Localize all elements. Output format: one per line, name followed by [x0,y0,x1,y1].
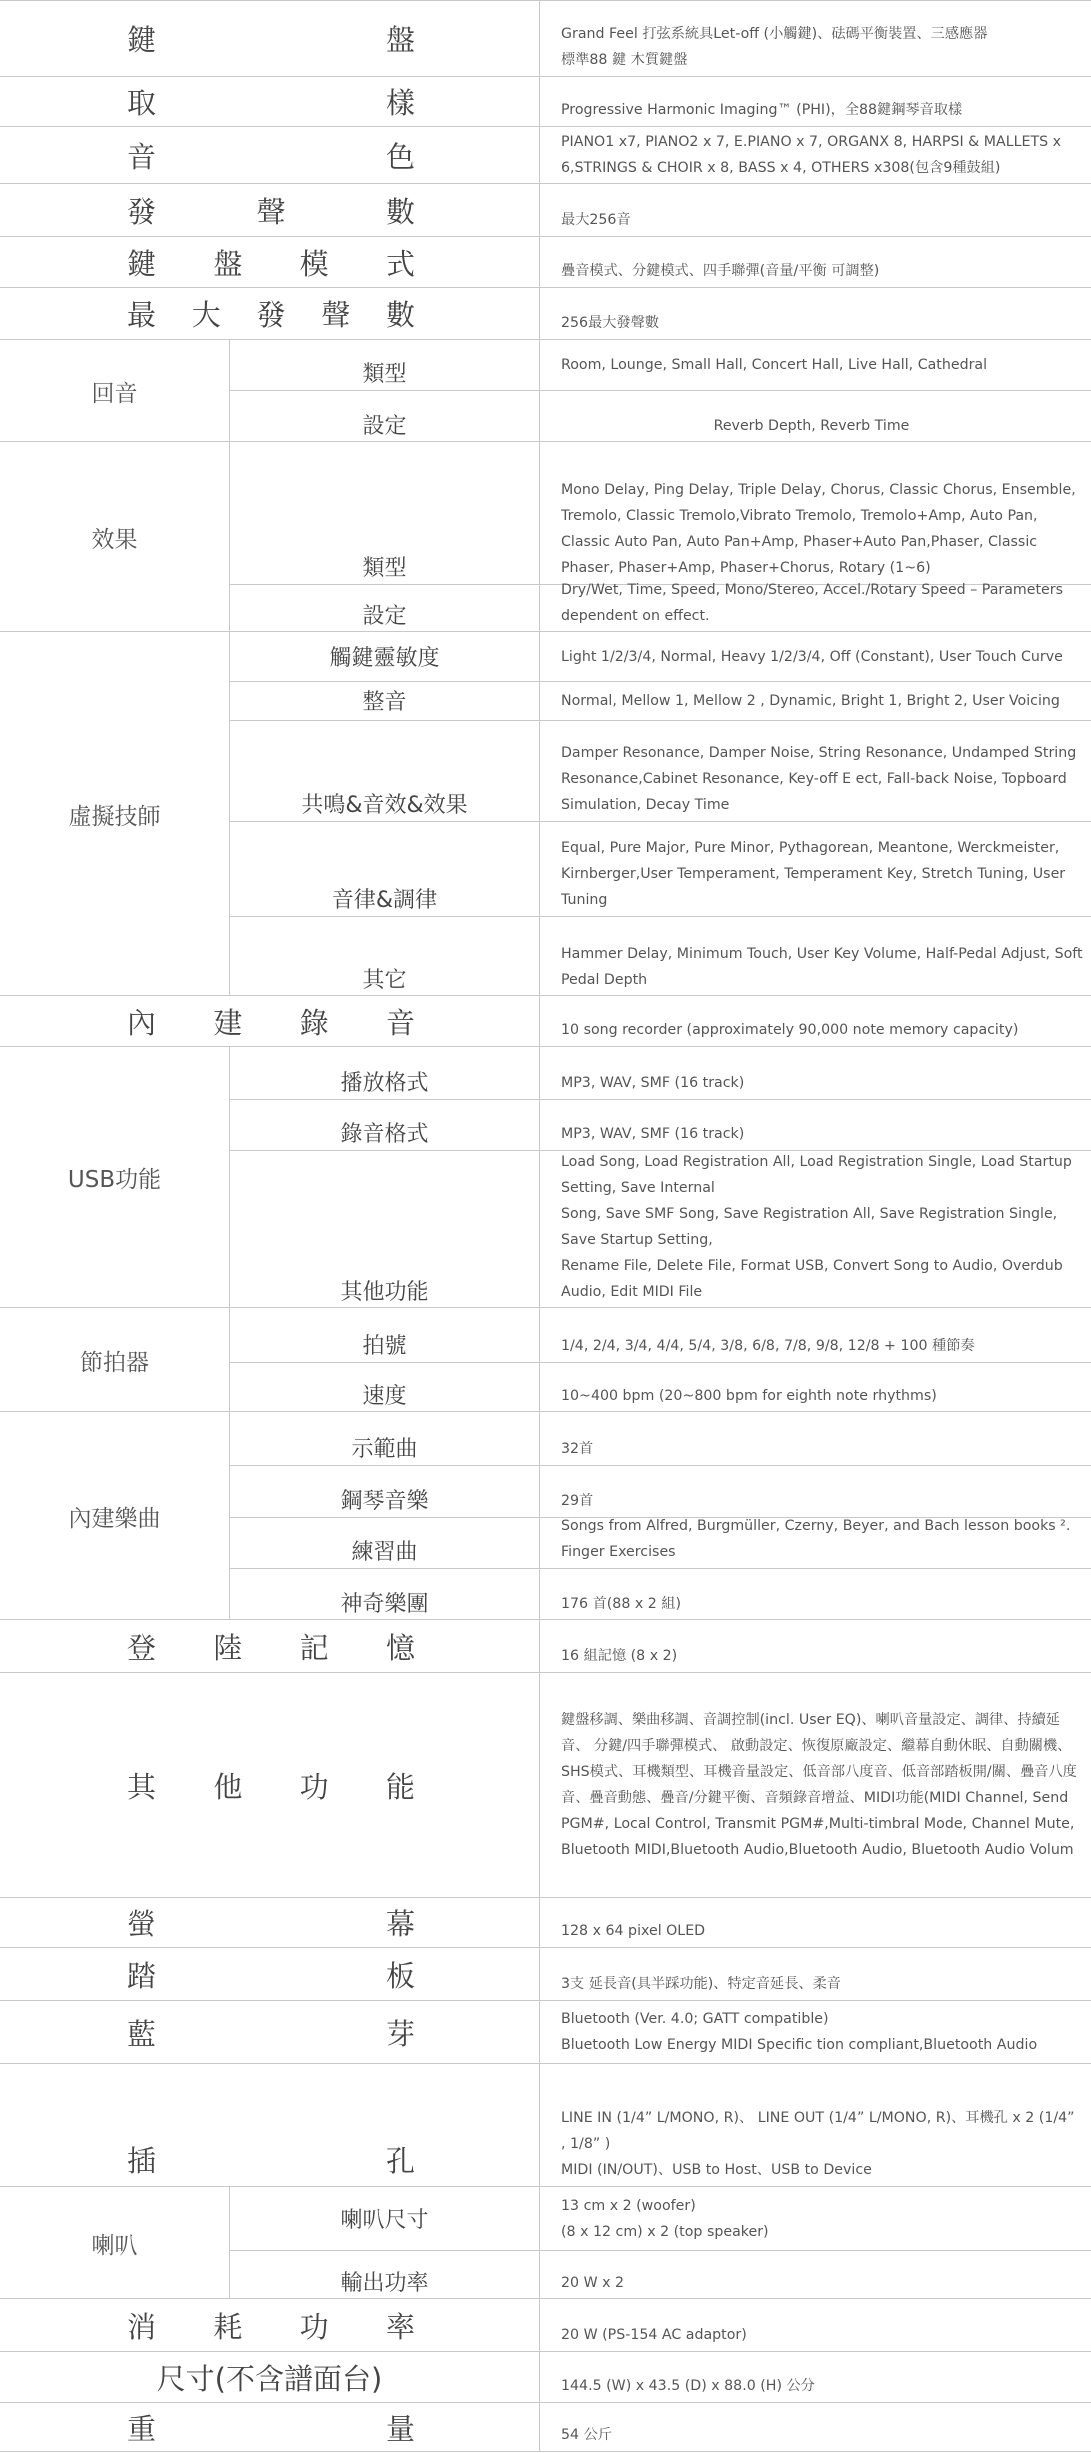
spec-label-char: 發 [127,194,157,229]
spec-sublabel: 喇叭尺寸 [230,2187,540,2250]
spec-subvalue: Reverb Depth, Reverb Time [713,418,910,434]
spec-subvalue: Damper Resonance, Damper Noise, String Resonance, Undamped String Resonance,Cabinet Resonance, Key-off E ect, Fall-back Noise, Topboard Simulation, Decay Time [561,745,1077,813]
spec-label-char: 取 [127,86,157,120]
spec-row-tones [0,126,1091,183]
spec-label-char: 建 [213,1005,243,1040]
spec-sublabel: 錄音格式 [230,1099,540,1150]
spec-value-pedals: 3支 延長音(具半踩功能)、特定音延長、柔音 [561,1976,841,1992]
spec-row-pedals [0,1947,1091,2000]
spec-label-pedals [0,1948,540,2000]
spec-row-bluetooth [0,2000,1091,2063]
spec-subvalue: 32首 [561,1441,594,1457]
spec-label-char: 音 [385,1005,415,1040]
spec-value-maxpoly: 256最大發聲數 [561,315,660,331]
spec-row-keyboard [0,0,1091,76]
spec-value-kbmode: 疊音模式、分鍵模式、四手聯彈(音量/平衡 可調整) [561,263,880,279]
spec-label-char: 功 [299,1769,329,1804]
spec-group-effects [0,441,1091,631]
spec-sublabel: 鋼琴音樂 [230,1465,540,1517]
spec-label-recorder [0,996,540,1046]
spec-label-char: 他 [213,1769,243,1804]
spec-label-char: 率 [385,2309,415,2344]
spec-sublabel: 設定 [230,390,540,442]
spec-group-songs [0,1411,1091,1619]
spec-group-reverb [0,339,1091,441]
spec-group-label-speaker: 喇叭 [0,2187,230,2299]
spec-label-char: 耗 [213,2309,243,2344]
spec-label-char: 能 [385,1769,415,1804]
spec-row-display [0,1897,1091,1947]
spec-label-char: 踏 [127,1958,157,1993]
spec-label-char: 模 [299,246,329,281]
spec-value-jacks: LINE IN (1/4” L/MONO, R)、 LINE OUT (1/4” L/MONO, R)、耳機孔 x 2 (1/4” , 1/8” ) MIDI (IN/OUT)、USB to Host、USB to Device [561,2110,1075,2178]
spec-value-polyphony: 最大256音 [561,212,631,228]
spec-label-char: 鍵 [127,246,157,281]
spec-label-char: 消 [127,2309,157,2344]
spec-group-virtual [0,631,1091,995]
spec-group-metronome [0,1307,1091,1411]
spec-label-char: 幕 [385,1907,415,1941]
spec-row-size [0,2351,1091,2402]
spec-sublabel: 整音 [230,681,540,720]
spec-group-label-metronome: 節拍器 [0,1308,230,1412]
spec-group-label-virtual: 虛擬技師 [0,632,230,996]
spec-sublabel: 設定 [230,584,540,632]
spec-label-char: 錄 [299,1005,329,1040]
spec-label-power [0,2299,540,2351]
spec-label-char: 內 [127,1005,157,1040]
spec-label-char: 芽 [385,2016,415,2051]
spec-value-display: 128 x 64 pixel OLED [561,1923,706,1939]
spec-group-speaker [0,2186,1091,2298]
spec-label-char: 孔 [385,2144,415,2178]
spec-label-char: 最 [127,298,157,332]
spec-row-jacks [0,2063,1091,2186]
spec-value-recorder: 10 song recorder (approximately 90,000 note memory capacity) [561,1022,1019,1038]
spec-sublabel: 練習曲 [230,1517,540,1568]
spec-value-size: 144.5 (W) x 43.5 (D) x 88.0 (H) 公分 [561,2378,815,2394]
spec-group-usb [0,1046,1091,1307]
spec-subvalue: Mono Delay, Ping Delay, Triple Delay, Chorus, Classic Chorus, Ensemble, Tremolo, Classic Tremolo,Vibrato Tremolo, Tremolo+Amp, Auto Pan, Classic Auto Pan, Auto Pan+Amp, Phaser+Auto Pan,Phaser, Classic Phaser, Phaser+Amp, Phaser+Chorus, Rotary (1~6) [561,482,1076,576]
spec-sublabel: 輸出功率 [230,2250,540,2299]
spec-sublabel: 類型 [230,340,540,390]
spec-label-tones [0,127,540,183]
spec-subvalue: 20 W x 2 [561,2275,625,2291]
spec-label-char: 尺寸(不含譜面台) [156,2361,383,2396]
spec-subvalue: 10~400 bpm (20~800 bpm for eighth note rhythms) [561,1388,937,1404]
spec-label-char: 色 [385,139,415,174]
spec-label-char: 樣 [385,86,415,120]
spec-label-char: 盤 [385,23,415,57]
spec-row-power [0,2298,1091,2351]
spec-group-label-effects: 效果 [0,442,230,632]
spec-label-char: 功 [299,2309,329,2344]
spec-row-sampling [0,76,1091,126]
spec-value-sampling: Progressive Harmonic Imaging™ (PHI)，全88鍵鋼琴音取樣 [561,102,963,118]
spec-value-memory: 16 組記憶 (8 x 2) [561,1648,678,1664]
spec-label-memory [0,1620,540,1672]
spec-value-bluetooth: Bluetooth (Ver. 4.0; GATT compatible) Bluetooth Low Energy MIDI Specific tion compliant,Bluetooth Audio [561,2011,1038,2053]
spec-subvalue: Light 1/2/3/4, Normal, Heavy 1/2/3/4, Off (Constant), User Touch Curve [561,648,1063,665]
spec-label-char: 螢 [127,1907,157,1941]
spec-sublabel: 神奇樂團 [230,1568,540,1620]
spec-label-other [0,1673,540,1897]
spec-value-power: 20 W (PS-154 AC adaptor) [561,2327,747,2343]
spec-label-keyboard [0,1,540,76]
spec-label-char: 數 [385,194,415,229]
spec-subvalue: Songs from Alfred, Burgmüller, Czerny, Beyer, and Bach lesson books ². Finger Exercises [561,1518,1071,1560]
spec-value-keyboard: Grand Feel 打弦系統具Let-off (小觸鍵)、砝碼平衡裝置、三感應器 標準88 鍵 木質鍵盤 [561,26,988,68]
spec-subvalue: Load Song, Load Registration All, Load Registration Single, Load Startup Setting, Save Internal Song, Save SMF Song, Save Registration All, Save Registration Single, Save Startup Setting, Rename File, Delete File, Format USB, Convert Song to Audio, Overdub Audio, Edit MIDI File [561,1154,1072,1300]
spec-value-other: 鍵盤移調、樂曲移調、音調控制(incl. User EQ)、喇叭音量設定、調律、持續延音、 分鍵/四手聯彈模式、 啟動設定、恢復原廠設定、繼幕自動休眠、自動關機、SHS模式、耳機類型、耳機音量設定、低音部八度音、低音部踏板開/關、疊音八度音、疊音動態、疊音/分鍵平衡、音頻錄音增益、MIDI功能(MIDI Channel, Send PGM#, Local Control, Transmit PGM#,Multi-timbral Mode, Channel Mute, Bluetooth MIDI,Bluetooth Audio,Bluetooth Audio, Bluetooth Audio Volum [561,1712,1077,1858]
spec-row-kbmode [0,236,1091,287]
spec-row-maxpoly [0,287,1091,339]
spec-subvalue: Dry/Wet, Time, Speed, Mono/Stereo, Accel./Rotary Speed – Parameters dependent on effect. [561,582,1063,624]
spec-group-label-songs: 內建樂曲 [0,1412,230,1620]
spec-sublabel: 觸鍵靈敏度 [230,632,540,681]
spec-row-polyphony [0,183,1091,236]
spec-label-char: 盤 [213,246,243,281]
spec-label-jacks [0,2064,540,2186]
spec-label-char: 其 [127,1769,157,1804]
spec-sublabel: 其他功能 [230,1150,540,1308]
spec-value-tones: PIANO1 x7, PIANO2 x 7, E.PIANO x 7, ORGANX 8, HARPSI & MALLETS x 6,STRINGS & CHOIR x 8, BASS x 4, OTHERS x308(包含9種鼓組) [561,134,1062,176]
spec-label-sampling [0,77,540,126]
spec-label-char: 聲 [321,298,351,332]
spec-label-char: 數 [385,298,415,332]
spec-label-char: 憶 [385,1630,415,1665]
spec-sublabel: 音律&調律 [230,821,540,916]
spec-subvalue: Normal, Mellow 1, Mellow 2 , Dynamic, Bright 1, Bright 2, User Voicing [561,692,1060,709]
spec-row-other [0,1672,1091,1897]
spec-label-char: 插 [127,2144,157,2178]
spec-label-size [0,2352,540,2402]
spec-subvalue: 1/4, 2/4, 3/4, 4/4, 5/4, 3/8, 6/8, 7/8, 9/8, 12/8 + 100 種節奏 [561,1338,975,1354]
spec-label-char: 式 [385,246,415,281]
spec-label-char: 板 [385,1958,415,1993]
spec-row-recorder [0,995,1091,1046]
spec-label-char: 聲 [256,194,286,229]
spec-row-memory [0,1619,1091,1672]
spec-row-weight [0,2402,1091,2452]
spec-sublabel: 共鳴&音效&效果 [230,720,540,821]
spec-subvalue: 176 首(88 x 2 組) [561,1596,682,1612]
spec-label-char: 鍵 [127,23,157,57]
spec-label-polyphony [0,184,540,236]
spec-label-display [0,1898,540,1947]
spec-label-char: 登 [127,1630,157,1665]
spec-label-maxpoly [0,288,540,339]
spec-sublabel: 速度 [230,1362,540,1412]
spec-group-label-usb: USB功能 [0,1047,230,1308]
spec-label-char: 發 [256,298,286,332]
spec-label-weight [0,2403,540,2451]
spec-subvalue: Hammer Delay, Minimum Touch, User Key Volume, Half-Pedal Adjust, Soft Pedal Depth [561,946,1083,988]
spec-label-char: 陸 [213,1630,243,1665]
spec-label-kbmode [0,237,540,287]
spec-label-bluetooth [0,2001,540,2063]
spec-subvalue: 29首 [561,1493,594,1509]
spec-label-char: 重 [127,2411,157,2446]
spec-label-char: 量 [385,2411,415,2446]
spec-sublabel: 示範曲 [230,1412,540,1465]
spec-subvalue: 13 cm x 2 (woofer) (8 x 12 cm) x 2 (top speaker) [561,2197,769,2240]
spec-subvalue: Room, Lounge, Small Hall, Concert Hall, Live Hall, Cathedral [561,357,988,373]
spec-sublabel: 播放格式 [230,1047,540,1099]
spec-sublabel: 類型 [230,442,540,584]
spec-label-char: 音 [127,139,157,174]
spec-group-label-reverb: 回音 [0,340,230,442]
spec-label-char: 藍 [127,2016,157,2051]
spec-label-char: 大 [191,298,221,332]
spec-subvalue: Equal, Pure Major, Pure Minor, Pythagorean, Meantone, Werckmeister, Kirnberger,User Temperament, Temperament Key, Stretch Tuning, User Tuning [561,840,1066,908]
spec-subvalue: MP3, WAV, SMF (16 track) [561,1075,745,1091]
spec-subvalue: MP3, WAV, SMF (16 track) [561,1126,745,1142]
spec-sublabel: 拍號 [230,1308,540,1362]
spec-label-char: 記 [299,1630,329,1665]
spec-value-weight: 54 公斤 [561,2427,612,2443]
spec-sublabel: 其它 [230,916,540,996]
